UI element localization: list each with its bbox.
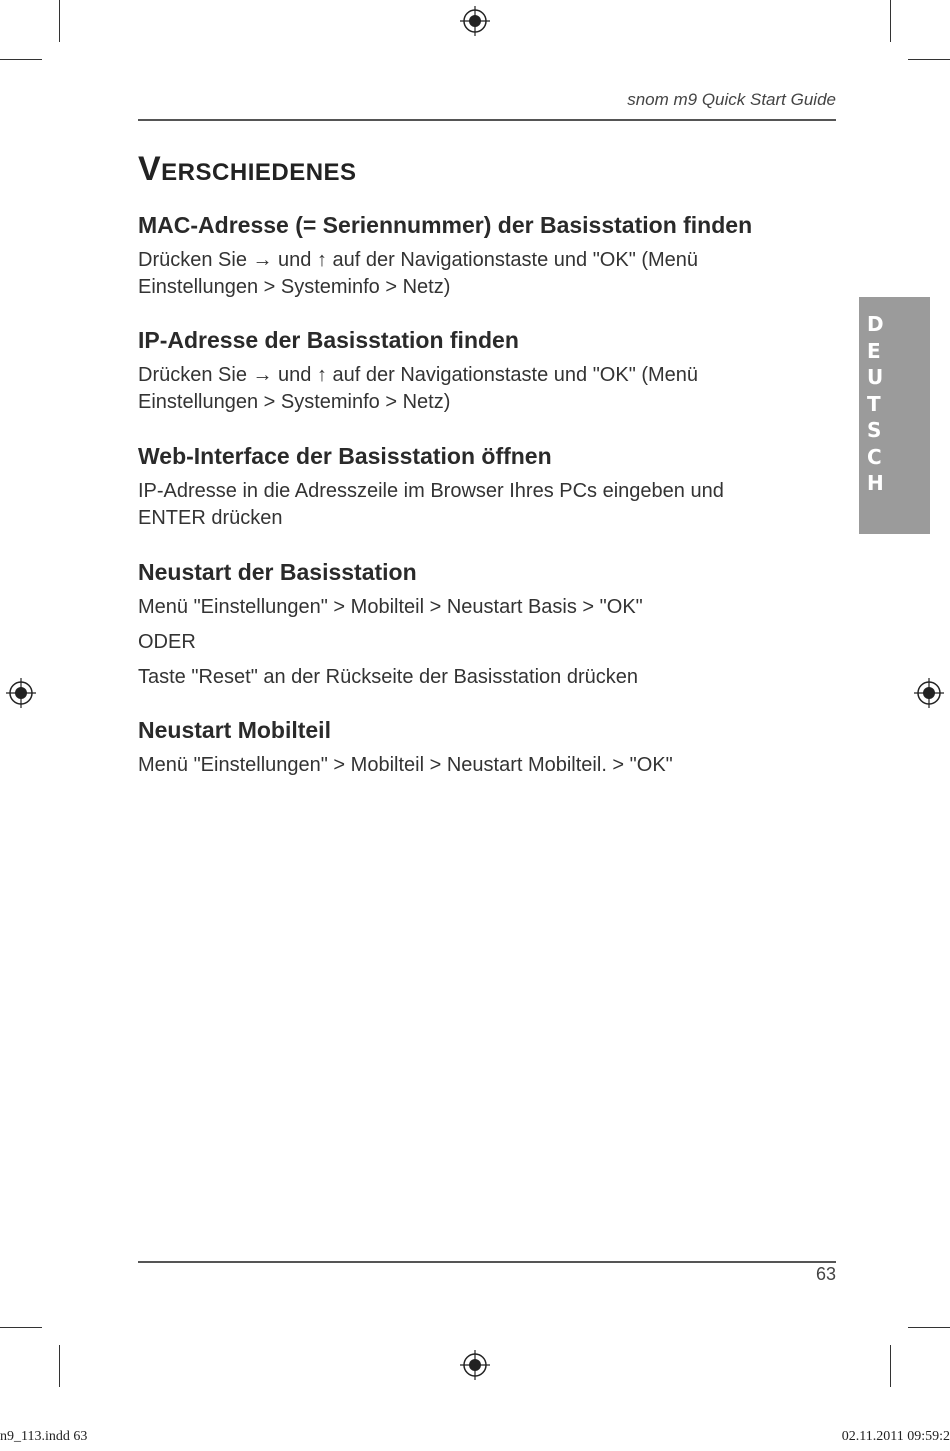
- print-slug-date: 02.11.2011 09:59:2: [841, 1429, 950, 1444]
- footer-rule: [138, 1261, 836, 1263]
- section-text: ODER: [138, 631, 196, 653]
- header-rule: [138, 119, 836, 121]
- section-text: Taste "Reset" an der Rückseite der Basisstation drücken: [138, 666, 638, 688]
- language-tab-letter: H: [867, 471, 884, 495]
- section-text: Menü "Einstellungen" > Mobilteil > Neustart Basis > "OK": [138, 596, 643, 618]
- language-tab-letter: S: [867, 418, 882, 442]
- crop-mark: [0, 1327, 42, 1328]
- crop-mark: [59, 0, 60, 42]
- section-web-interface: [138, 443, 838, 532]
- section-restart-base: [138, 559, 838, 691]
- section-text: Menü "Einstellungen" > Mobilteil > Neustart Mobilteil. > "OK": [138, 754, 673, 776]
- section-text: Drücken Sie → und ↑ auf der Navigationstaste und "OK" (Menü: [138, 364, 699, 386]
- running-header: snom m9 Quick Start Guide: [627, 90, 836, 109]
- chapter-title: Verschiedenes: [138, 150, 357, 188]
- section-heading: Web-Interface der Basisstation öffnen: [138, 443, 552, 469]
- section-text: Drücken Sie → und ↑ auf der Navigationstaste und "OK" (Menü: [138, 249, 699, 271]
- language-tab: [859, 297, 930, 534]
- language-tab-letter: U: [867, 365, 884, 389]
- registration-mark-icon: [914, 678, 944, 708]
- language-tab-letter: D: [867, 312, 884, 336]
- registration-mark-icon: [460, 1350, 490, 1380]
- crop-mark: [908, 59, 950, 60]
- crop-mark: [59, 1345, 60, 1387]
- section-heading: Neustart der Basisstation: [138, 559, 417, 585]
- section-text: IP-Adresse in die Adresszeile im Browser Ihres PCs eingeben und: [138, 480, 724, 502]
- crop-mark: [908, 1327, 950, 1328]
- section-text: ENTER drücken: [138, 507, 283, 529]
- section-heading: MAC-Adresse (= Seriennummer) der Basisstation finden: [138, 212, 753, 238]
- print-slug-file: n9_113.indd 63: [0, 1429, 88, 1444]
- page-number: 63: [815, 1264, 836, 1284]
- section-heading: Neustart Mobilteil: [138, 717, 331, 743]
- crop-mark: [890, 1345, 891, 1387]
- registration-mark-icon: [460, 6, 490, 36]
- section-ip-address: [138, 327, 838, 416]
- registration-mark-icon: [6, 678, 36, 708]
- section-mac-address: [138, 212, 838, 301]
- section-text: Einstellungen > Systeminfo > Netz): [138, 276, 451, 298]
- section-heading: IP-Adresse der Basisstation finden: [138, 327, 519, 353]
- language-tab-letter: E: [867, 338, 881, 363]
- language-tab-letter: C: [867, 444, 882, 469]
- language-tab-letter: T: [867, 391, 881, 416]
- section-text: Einstellungen > Systeminfo > Netz): [138, 391, 451, 413]
- section-restart-handset: [138, 717, 838, 779]
- crop-mark: [890, 0, 891, 42]
- crop-mark: [0, 59, 42, 60]
